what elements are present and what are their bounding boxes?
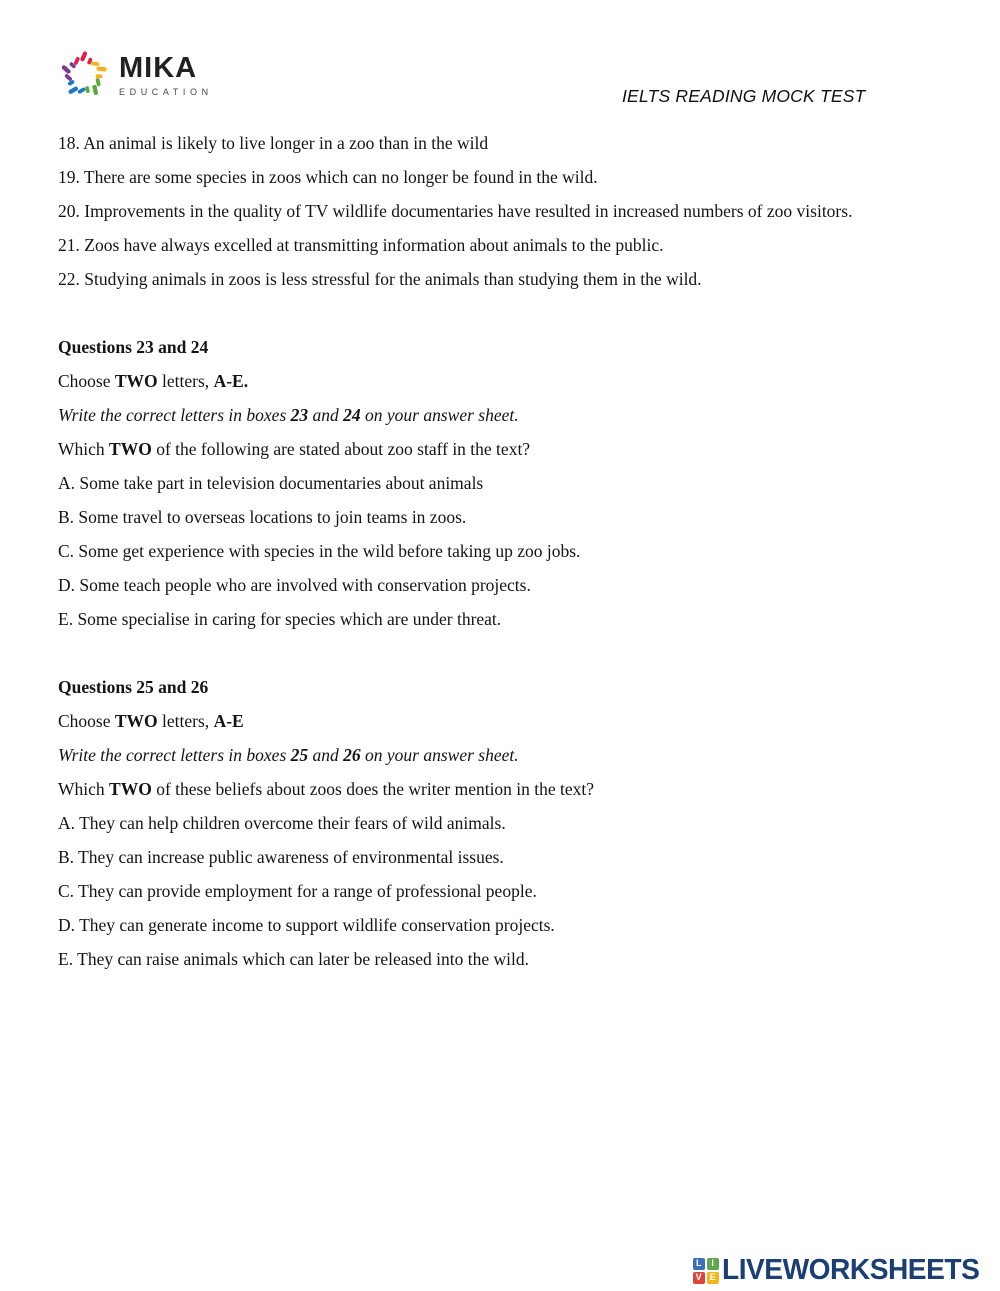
liveworksheets-wordmark: LIVEWORKSHEETS xyxy=(721,1254,980,1286)
statement-19: 19. There are some species in zoos which can no longer be found in the wild. xyxy=(58,167,598,187)
option-b: B. Some travel to overseas locations to join teams in zoos. xyxy=(58,507,467,527)
question-stem: Which TWO of these beliefs about zoos does the writer mention in the text? xyxy=(58,779,595,799)
write-instruction: Write the correct letters in boxes 25 and 26 on your answer sheet. xyxy=(58,745,519,765)
question-group-25-26 xyxy=(58,670,928,976)
option-a: A. Some take part in television documentaries about animals xyxy=(58,473,484,493)
mika-star-icon xyxy=(58,46,110,104)
question-group-23-24 xyxy=(58,330,928,636)
option-c: C. Some get experience with species in the wild before taking up zoo jobs. xyxy=(58,541,581,561)
statement-20: 20. Improvements in the quality of TV wildlife documentaries have resulted in increased numbers of zoo visitors. xyxy=(58,201,853,221)
mika-brand-text: MIKA xyxy=(119,51,198,84)
statements-block xyxy=(58,126,928,296)
option-b: B. They can increase public awareness of environmental issues. xyxy=(58,847,504,867)
option-a: A. They can help children overcome their fears of wild animals. xyxy=(58,813,506,833)
option-c: C. They can provide employment for a range of professional people. xyxy=(58,881,537,901)
liveworksheets-icon-cell: I xyxy=(707,1258,719,1270)
worksheet-body xyxy=(58,126,928,976)
mika-brand-subtitle: EDUCATION xyxy=(119,86,213,97)
option-e: E. Some specialise in caring for species which are under threat. xyxy=(58,609,502,629)
liveworksheets-icon-cell: V xyxy=(693,1272,705,1284)
liveworksheets-icon-cell: L xyxy=(693,1258,705,1270)
page-title: IELTS READING MOCK TEST xyxy=(622,86,866,106)
statement-18: 18. An animal is likely to live longer in a zoo than in the wild xyxy=(58,133,489,153)
liveworksheets-icon xyxy=(693,1258,719,1284)
liveworksheets-logo-link[interactable] xyxy=(693,1254,987,1287)
statement-21: 21. Zoos have always excelled at transmitting information about animals to the public. xyxy=(58,235,664,255)
question-stem: Which TWO of the following are stated about zoo staff in the text? xyxy=(58,439,531,459)
option-e: E. They can raise animals which can later be released into the wild. xyxy=(58,949,530,969)
group-heading: Questions 23 and 24 xyxy=(58,337,209,357)
write-instruction: Write the correct letters in boxes 23 and 24 on your answer sheet. xyxy=(58,405,519,425)
group-heading: Questions 25 and 26 xyxy=(58,677,209,697)
choose-instruction: Choose TWO letters, A-E xyxy=(58,711,244,731)
statement-22: 22. Studying animals in zoos is less stressful for the animals than studying them in the wild. xyxy=(58,269,702,289)
liveworksheets-icon-cell: E xyxy=(707,1272,719,1284)
option-d: D. Some teach people who are involved with conservation projects. xyxy=(58,575,531,595)
choose-instruction: Choose TWO letters, A-E. xyxy=(58,371,249,391)
mika-logo xyxy=(58,46,213,104)
option-d: D. They can generate income to support wildlife conservation projects. xyxy=(58,915,555,935)
